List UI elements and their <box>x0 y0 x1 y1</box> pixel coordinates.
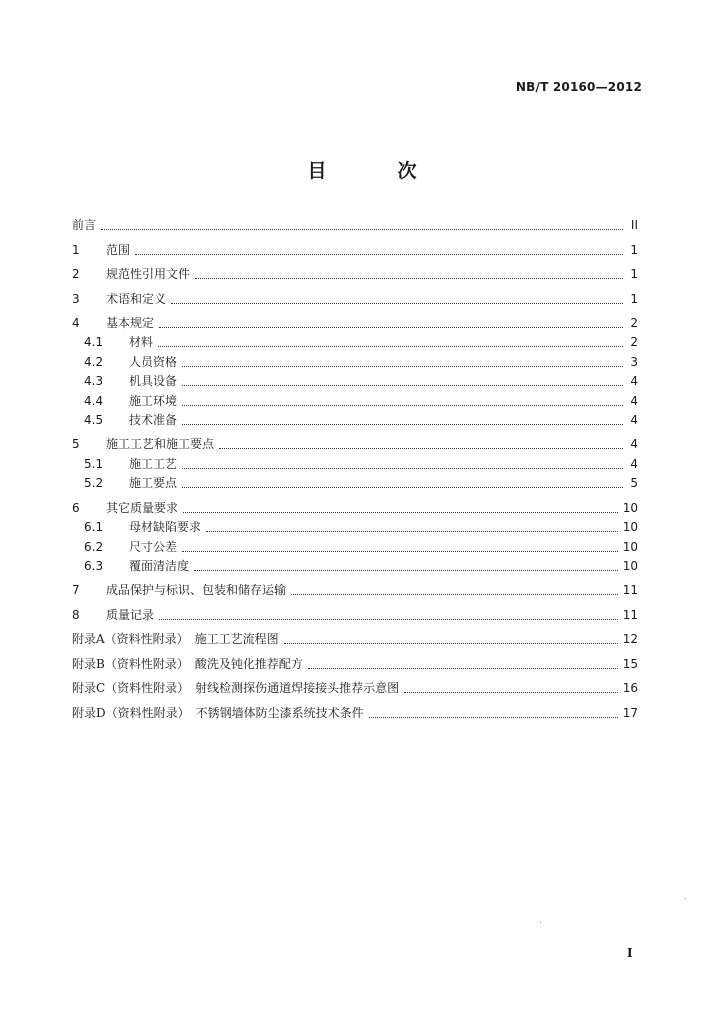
toc-entry[interactable] <box>72 598 638 623</box>
toc-entry-number: 8 <box>72 607 80 622</box>
toc-entry-page: 10 <box>622 539 638 554</box>
toc-subentry[interactable] <box>72 350 638 369</box>
toc-subentry[interactable] <box>72 535 638 554</box>
dot-leader <box>182 551 618 552</box>
page-title: 目 次 <box>307 160 443 182</box>
toc-entry-label: 前言 <box>72 218 97 232</box>
toc-subentry[interactable] <box>72 472 638 491</box>
toc-entry-label: 覆面清洁度 <box>129 558 190 573</box>
toc-subentry[interactable] <box>72 409 638 428</box>
toc-entry-number: 4.5 <box>84 412 104 427</box>
toc-entry[interactable] <box>72 623 638 648</box>
dot-leader <box>183 512 618 513</box>
toc-entry[interactable] <box>72 574 638 599</box>
dot-leader <box>101 229 623 230</box>
toc-subentry[interactable] <box>72 370 638 389</box>
toc-entry[interactable] <box>72 696 638 721</box>
toc-entry-number: 6.2 <box>84 539 104 554</box>
dot-leader <box>284 643 618 644</box>
toc-entry-number: 2 <box>72 267 80 281</box>
toc-entry-label: 施工工艺和施工要点 <box>106 437 215 452</box>
dot-leader <box>182 366 623 367</box>
dot-leader <box>159 327 623 328</box>
toc-entry-number: 4.3 <box>84 374 104 389</box>
toc-entry-page: 10 <box>622 558 638 573</box>
toc-subentry[interactable] <box>72 555 638 574</box>
toc-entry-label: 范围 <box>106 242 131 257</box>
toc-entry-page: 1 <box>630 267 638 281</box>
toc-entry-page: 1 <box>630 242 638 257</box>
toc-entry[interactable] <box>72 307 638 332</box>
toc-entry-label: 附录A（资料性附录） 施工工艺流程图 <box>72 632 279 647</box>
toc-entry-number: 4.1 <box>84 335 104 350</box>
toc-entry-page: 12 <box>622 632 638 647</box>
toc-entry-number: 5 <box>72 437 80 452</box>
dot-leader <box>182 424 623 425</box>
toc-entry[interactable] <box>72 428 638 453</box>
toc-entry-label: 基本规定 <box>106 316 155 330</box>
dot-leader <box>159 619 618 620</box>
toc-entry-label: 规范性引用文件 <box>106 267 191 281</box>
toc-entry[interactable] <box>72 233 638 258</box>
toc-subentry[interactable] <box>72 331 638 350</box>
page-number: I <box>627 946 633 960</box>
toc-entry-label: 质量记录 <box>106 607 155 622</box>
toc-entry-label: 其它质量要求 <box>106 500 179 515</box>
toc-entry-page: 2 <box>630 316 638 330</box>
toc-entry[interactable] <box>72 258 638 283</box>
toc-entry-label: 成品保护与标识、包装和储存运输 <box>106 583 287 598</box>
toc-entry-number: 5.1 <box>84 456 104 471</box>
toc-entry-page: 4 <box>630 412 638 427</box>
toc-entry-page: 16 <box>622 681 638 696</box>
toc-entry-number: 5.2 <box>84 476 104 491</box>
scan-speck <box>540 922 541 923</box>
dot-leader <box>194 570 618 571</box>
dot-leader <box>195 278 623 279</box>
toc-entry-label: 技术准备 <box>129 412 178 427</box>
toc-subentry[interactable] <box>72 452 638 471</box>
toc-entry-label: 母材缺陷要求 <box>129 520 202 535</box>
toc-entry-label: 施工环境 <box>129 393 178 408</box>
toc-entry-page: 4 <box>630 437 638 452</box>
toc-subentry[interactable] <box>72 389 638 408</box>
toc-entry-label: 施工工艺 <box>129 456 178 471</box>
toc-entry-page: II <box>630 218 638 232</box>
standard-code: NB/T 20160—2012 <box>515 80 642 94</box>
toc-entry-page: 17 <box>622 705 638 720</box>
toc-entry-number: 6 <box>72 500 80 515</box>
toc-entry[interactable] <box>72 647 638 672</box>
toc-entry-number: 6.3 <box>84 558 104 573</box>
dot-leader <box>206 531 618 532</box>
toc-entry-label: 人员资格 <box>129 354 178 369</box>
dot-leader <box>404 692 618 693</box>
toc-subentry[interactable] <box>72 516 638 535</box>
toc-entry-page: 2 <box>630 335 638 350</box>
toc-entry-page: 10 <box>622 500 638 515</box>
dot-leader <box>182 405 623 406</box>
toc-entry-label: 附录B（资料性附录） 酸洗及钝化推荐配方 <box>72 656 303 671</box>
scan-speck <box>685 898 686 899</box>
dot-leader <box>182 468 623 469</box>
dot-leader <box>182 487 623 488</box>
toc-entry-page: 15 <box>622 656 638 671</box>
toc-entry-number: 4 <box>72 316 80 330</box>
dot-leader <box>308 668 618 669</box>
toc-entry-page: 11 <box>622 583 638 598</box>
dot-leader <box>219 448 623 449</box>
toc-entry-page: 11 <box>622 607 638 622</box>
toc-entry-number: 1 <box>72 242 80 257</box>
dot-leader <box>291 594 618 595</box>
toc-entry[interactable] <box>72 672 638 697</box>
toc-entry[interactable] <box>72 491 638 516</box>
toc-entry-page: 4 <box>630 374 638 389</box>
toc-entry-label: 尺寸公差 <box>129 539 178 554</box>
toc-entry[interactable] <box>72 282 638 307</box>
toc-entry-number: 4.2 <box>84 354 104 369</box>
toc-entry-page: 4 <box>630 456 638 471</box>
dot-leader <box>171 303 623 304</box>
toc-entry-number: 4.4 <box>84 393 104 408</box>
toc-entry-number: 6.1 <box>84 520 104 535</box>
toc-entry-label: 施工要点 <box>129 476 178 491</box>
toc-entry-page: 10 <box>622 520 638 535</box>
dot-leader <box>369 717 618 718</box>
toc-entry-number: 3 <box>72 291 80 306</box>
toc-entry-label: 材料 <box>129 335 154 350</box>
toc-entry-page: 5 <box>630 476 638 491</box>
toc-entry-number: 7 <box>72 583 80 598</box>
toc-entry-page: 4 <box>630 393 638 408</box>
toc-entry-page: 1 <box>630 291 638 306</box>
table-of-contents <box>72 213 638 721</box>
toc-entry-label: 术语和定义 <box>106 291 167 306</box>
toc-entry-page: 3 <box>630 354 638 369</box>
toc-entry[interactable] <box>72 213 638 233</box>
dot-leader <box>182 385 623 386</box>
toc-entry-label: 机具设备 <box>129 374 178 389</box>
toc-entry-label: 附录D（资料性附录） 不锈钢墙体防尘漆系统技术条件 <box>72 705 364 720</box>
toc-entry-label: 附录C（资料性附录） 射线检测探伤通道焊接接头推荐示意图 <box>72 681 400 696</box>
dot-leader <box>158 346 623 347</box>
dot-leader <box>135 254 623 255</box>
